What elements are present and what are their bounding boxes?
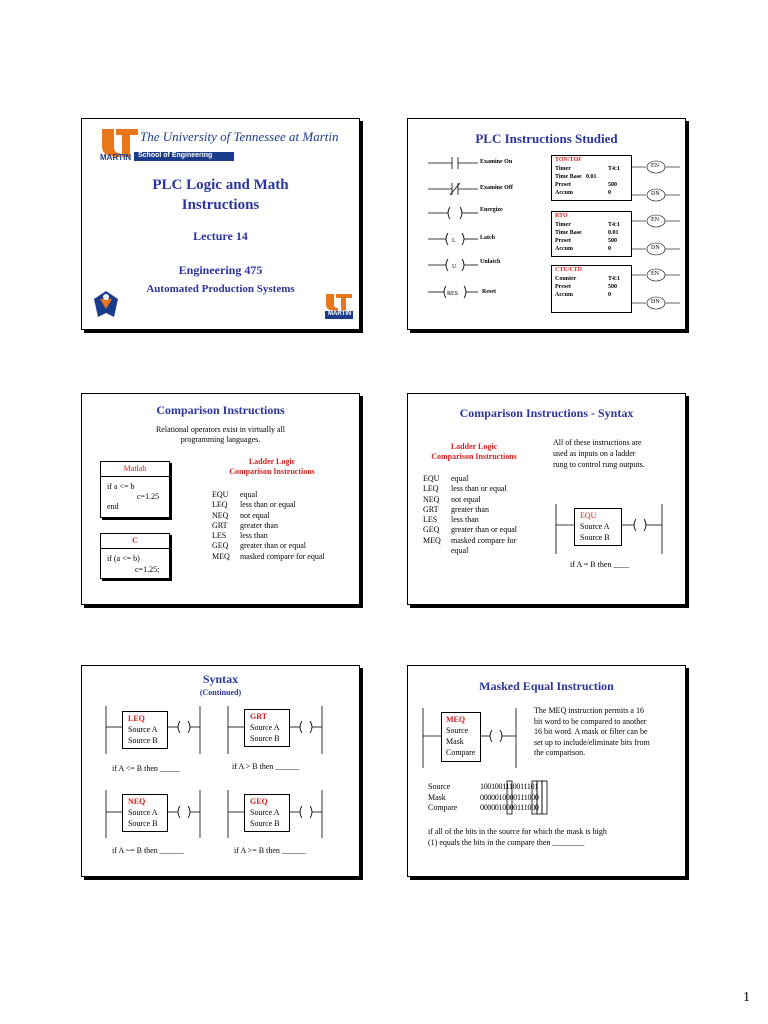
c-line1: if (a <= b) [107, 554, 140, 563]
bit-row-compare: Compare 0000010000111000 [428, 803, 539, 812]
ctu-name: CTU/CTD [555, 267, 583, 273]
latch-glyph: L [452, 238, 456, 244]
slide4-ladder-h2: Comparison Instructions [431, 452, 517, 461]
op-row: EQU equal [423, 474, 469, 483]
label-examine-off: Examine Off [480, 185, 513, 191]
meq-compare: Compare [446, 748, 476, 757]
geq-name: GEQ [250, 797, 268, 806]
bit-row-mask: Mask 0000010000111000 [428, 792, 539, 802]
ton-r2-label: Time Base [555, 174, 582, 180]
title-line1: PLC Logic and Math [152, 177, 289, 193]
rto-name: RTO [555, 213, 568, 219]
ctu-block [551, 265, 632, 313]
highlight-bit-12 [542, 781, 547, 814]
desc-line: 16 bit word. A mask or filter can be [534, 727, 648, 736]
grt-name: GRT [250, 712, 268, 721]
slide-syntax-continued [81, 665, 360, 877]
grt-source-a: Source A [250, 723, 280, 732]
en-label-1: EN [651, 163, 659, 169]
op-row: GEQ greater than or equal [212, 541, 306, 551]
op-row: MEQ masked compare for [423, 535, 517, 545]
ton-r4-label: Accum [555, 190, 573, 196]
slide4-note2: used as inputs on a ladder [553, 449, 636, 458]
ctu-r1-label: Counter [555, 276, 577, 282]
geq-caption: if A >= B then ______ [234, 846, 306, 855]
slide4-caption: if A = B then ____ [570, 560, 630, 569]
ton-r3-value: 500 [608, 182, 617, 188]
slide3-intro1: Relational operators exist in virtually all [155, 425, 286, 434]
slide3-title: Comparison Instructions [156, 403, 285, 417]
desc-line: The MEQ instruction permits a 16 [534, 706, 644, 715]
en-label-3: EN [651, 271, 659, 277]
ton-name: TON/TOF [555, 157, 582, 163]
logo-script: The University of Tennessee at Martin [140, 129, 339, 144]
op-row: GRT greater than [423, 504, 489, 514]
en-label-2: EN [651, 217, 659, 223]
label-examine-on: Examine On [480, 159, 513, 165]
geq-block [244, 794, 290, 832]
neq-source-b: Source B [128, 819, 158, 828]
ctu-r3-label: Accum [555, 292, 573, 298]
equ-source-b: Source B [580, 533, 610, 542]
slide2-title: PLC Instructions Studied [475, 131, 618, 146]
ton-r1-value: T4:1 [608, 166, 620, 172]
dn-label-1: DN [651, 191, 660, 197]
matlab-line2: c=1.25 [137, 492, 160, 501]
slide5-title: Syntax [202, 672, 239, 686]
rto-r4-value: 0 [608, 246, 611, 252]
ctu-r3-value: 0 [608, 292, 611, 298]
slide5-subtitle: (Continued) [199, 688, 242, 697]
geq-source-a: Source A [250, 808, 280, 817]
meq-footer1: if all of the bits in the source for which the mask is high [428, 827, 607, 836]
matlab-divider [101, 476, 169, 477]
op-row: LES less than [212, 531, 268, 541]
ctu-r1-value: T4:1 [608, 276, 620, 282]
label-latch: Latch [480, 235, 495, 241]
dn-label-3: DN [651, 299, 660, 305]
timer-outputs [408, 119, 685, 329]
highlight-bit-11 [537, 781, 542, 814]
slide-title [81, 118, 360, 330]
highlight-bit-10 [532, 781, 537, 814]
c-line2: c=1.25; [135, 565, 160, 574]
ton-r2-value: 0.01 [586, 174, 597, 180]
corner-logo-text: MARTIN [328, 311, 352, 317]
equ-source-a: Source A [580, 522, 610, 531]
neq-name: NEQ [128, 797, 146, 806]
slide4-ladder-h1: Ladder Logic [450, 442, 498, 451]
bit-row-source: Source 1001001110011101 [428, 782, 539, 791]
meq-source: Source [446, 726, 469, 735]
leq-name: LEQ [128, 714, 145, 723]
neq-caption: if A ~= B then ______ [112, 846, 184, 855]
slide-comparison-syntax [407, 393, 686, 605]
logo-martin: MARTIN [100, 153, 132, 162]
ton-r4-value: 0 [608, 190, 611, 196]
rto-block [551, 211, 632, 257]
c-header: C [132, 536, 138, 545]
slide-instructions-studied [407, 118, 686, 330]
meq-name: MEQ [446, 715, 466, 724]
page-number: 1 [743, 990, 750, 1005]
highlight-bit-5 [507, 781, 512, 814]
leq-caption: if A <= B then _____ [112, 764, 180, 773]
matlab-header: Matlab [123, 464, 147, 473]
op-row: GRT greater than [212, 520, 278, 530]
rto-r3-label: Preset [555, 238, 571, 244]
neq-source-a: Source A [128, 808, 158, 817]
slide3-ops [212, 490, 325, 562]
ton-block [551, 155, 632, 201]
label-reset: Reset [482, 289, 496, 295]
meq-footer2: (1) equals the bits in the compare then ________ [428, 838, 585, 847]
course-name: Automated Production Systems [146, 283, 295, 295]
op-row: LEQ less than or equal [212, 500, 296, 510]
leq-block [122, 711, 168, 749]
equ-name: EQU [580, 511, 597, 520]
desc-line: set up to include/eliminate bits from [534, 737, 650, 747]
leq-source-b: Source B [128, 736, 158, 745]
op-row: LEQ less than or equal [423, 484, 507, 494]
rto-r1-value: T4:1 [608, 222, 620, 228]
grt-source-b: Source B [250, 734, 280, 743]
reset-glyph: RES [447, 291, 459, 297]
rto-r2-value: 0.01 [608, 230, 619, 236]
slide4-title: Comparison Instructions - Syntax [459, 406, 634, 420]
label-energize: Energize [480, 207, 503, 213]
rto-r4-label: Accum [555, 246, 573, 252]
rto-r3-value: 500 [608, 238, 617, 244]
logo-school: School of Engineering [138, 152, 213, 159]
label-unlatch: Unlatch [480, 259, 501, 265]
c-divider [101, 548, 169, 549]
op-row: MEQ masked compare for equal [212, 551, 325, 561]
matlab-line3: end [107, 502, 119, 511]
ctu-r2-value: 500 [608, 284, 617, 290]
equ-rung [408, 394, 685, 604]
course-number: Engineering 475 [178, 263, 263, 277]
dn-label-2: DN [651, 245, 660, 251]
matlab-box [100, 461, 170, 518]
rto-r2-label: Time Base [555, 230, 582, 236]
meq-mask: Mask [446, 737, 464, 746]
slide-comparison [81, 393, 360, 605]
leq-source-a: Source A [128, 725, 158, 734]
c-box [100, 533, 170, 579]
slide3-ladder-h2: Comparison Instructions [229, 467, 315, 476]
op-row: NEQ not equal [212, 510, 270, 520]
desc-line: bit word to be compared to another [534, 716, 647, 726]
neq-block [122, 794, 168, 832]
rto-r1-label: Timer [555, 222, 571, 228]
grt-block [244, 709, 290, 747]
slide4-note3: rung to control rung outputs. [553, 460, 645, 469]
slide4-note1: All of these instructions are [553, 438, 642, 447]
op-row: GEQ greater than or equal [423, 525, 517, 535]
lecture-label: Lecture 14 [193, 229, 248, 243]
matlab-line1: if a <= b [107, 482, 135, 491]
geq-source-b: Source B [250, 819, 280, 828]
desc-line: the comparison. [534, 748, 586, 757]
slide-masked-equal [407, 665, 686, 877]
op-row: equal [451, 546, 469, 556]
slide3-ladder-h1: Ladder Logic [248, 457, 296, 466]
grt-caption: if A > B then ______ [232, 762, 300, 771]
op-row: NEQ not equal [423, 494, 481, 504]
slide3-intro2: programming languages. [180, 435, 261, 444]
equ-block [574, 508, 622, 546]
op-row: LES less than [423, 515, 479, 525]
ton-r3-label: Preset [555, 182, 571, 188]
ton-r1-label: Timer [555, 166, 571, 172]
eagle-emblem [92, 289, 120, 319]
ctu-r2-label: Preset [555, 284, 571, 290]
title-line2: Instructions [181, 197, 260, 213]
op-row: EQU equal [212, 490, 258, 499]
unlatch-glyph: U [452, 264, 457, 270]
slide6-title: Masked Equal Instruction [479, 679, 614, 693]
